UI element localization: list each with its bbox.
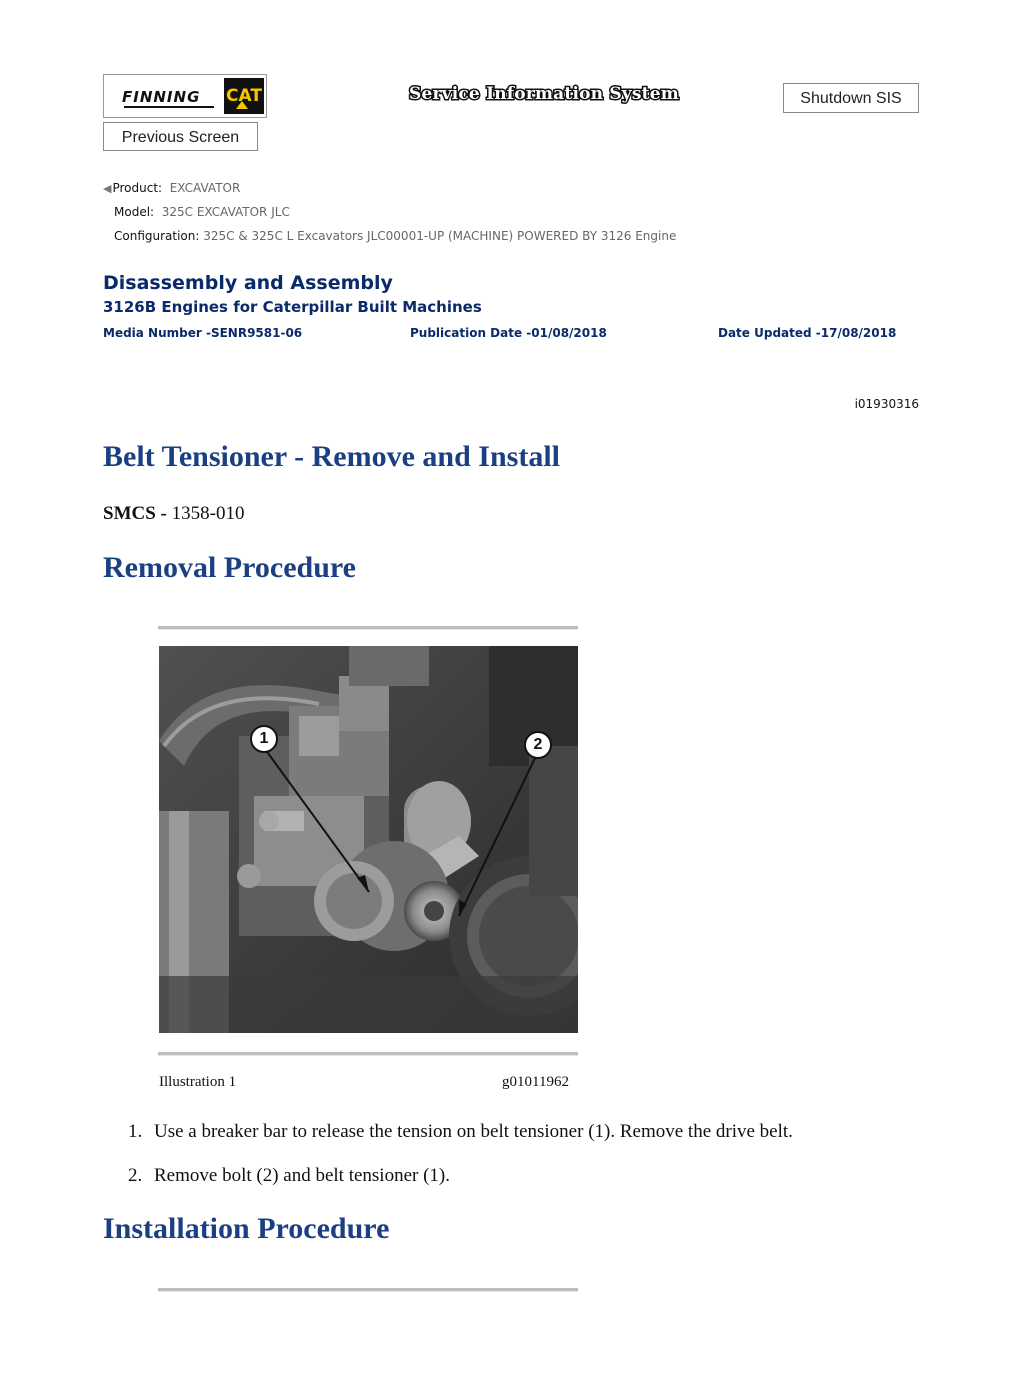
reference-id: i01930316 xyxy=(854,397,919,411)
configuration-row xyxy=(114,229,676,243)
figure-bottom-rule xyxy=(158,1052,578,1056)
configuration-label: Configuration: xyxy=(114,229,200,243)
smcs-value: 1358-010 xyxy=(171,503,245,524)
figure-top-rule xyxy=(158,626,578,630)
engine-photo xyxy=(159,646,578,1033)
step-item xyxy=(128,1121,793,1143)
step-number: 2. xyxy=(128,1165,143,1186)
removal-procedure-heading: Removal Procedure xyxy=(103,551,356,584)
smcs-code xyxy=(103,503,244,525)
document-title: Disassembly and Assembly xyxy=(103,272,393,294)
finning-logo-text: FINNING xyxy=(122,88,201,106)
illustration-code: g01011962 xyxy=(502,1074,569,1090)
finning-cat-logo xyxy=(103,74,267,118)
page-title: Belt Tensioner - Remove and Install xyxy=(103,440,560,473)
step-item xyxy=(128,1165,450,1187)
callout-2-label: 2 xyxy=(533,736,543,753)
media-number: Media Number -SENR9581-06 xyxy=(103,326,303,340)
step-number: 1. xyxy=(128,1121,143,1142)
model-value: 325C EXCAVATOR JLC xyxy=(161,205,290,219)
step-text: Use a breaker bar to release the tension on belt tensioner (1). Remove the drive belt. xyxy=(154,1121,793,1142)
model-row xyxy=(114,205,290,219)
callout-1-label: 1 xyxy=(259,730,269,747)
publication-date: Publication Date -01/08/2018 xyxy=(410,326,607,340)
cat-logo: CAT xyxy=(224,78,264,114)
date-updated: Date Updated -17/08/2018 xyxy=(718,326,897,340)
belt-tensioner-illustration xyxy=(159,646,578,1033)
back-arrow-icon[interactable]: ◀ xyxy=(103,182,112,195)
product-row xyxy=(103,181,240,195)
finning-logo-underline xyxy=(124,106,214,108)
smcs-label: SMCS - xyxy=(103,503,167,524)
model-label: Model: xyxy=(114,205,155,219)
document-subtitle: 3126B Engines for Caterpillar Built Machines xyxy=(103,298,482,316)
figure-top-rule xyxy=(158,1288,578,1292)
shutdown-sis-button[interactable]: Shutdown SIS xyxy=(783,83,919,113)
sis-title: Service Information System xyxy=(409,84,679,104)
configuration-value: 325C & 325C L Excavators JLC00001-UP (MACHINE) POWERED BY 3126 Engine xyxy=(203,229,677,243)
illustration-label: Illustration 1 xyxy=(159,1074,237,1090)
product-value: EXCAVATOR xyxy=(169,181,241,195)
product-label: Product: xyxy=(112,181,163,195)
previous-screen-button[interactable]: Previous Screen xyxy=(103,122,258,151)
installation-procedure-heading: Installation Procedure xyxy=(103,1212,390,1245)
step-text: Remove bolt (2) and belt tensioner (1). xyxy=(154,1165,451,1186)
